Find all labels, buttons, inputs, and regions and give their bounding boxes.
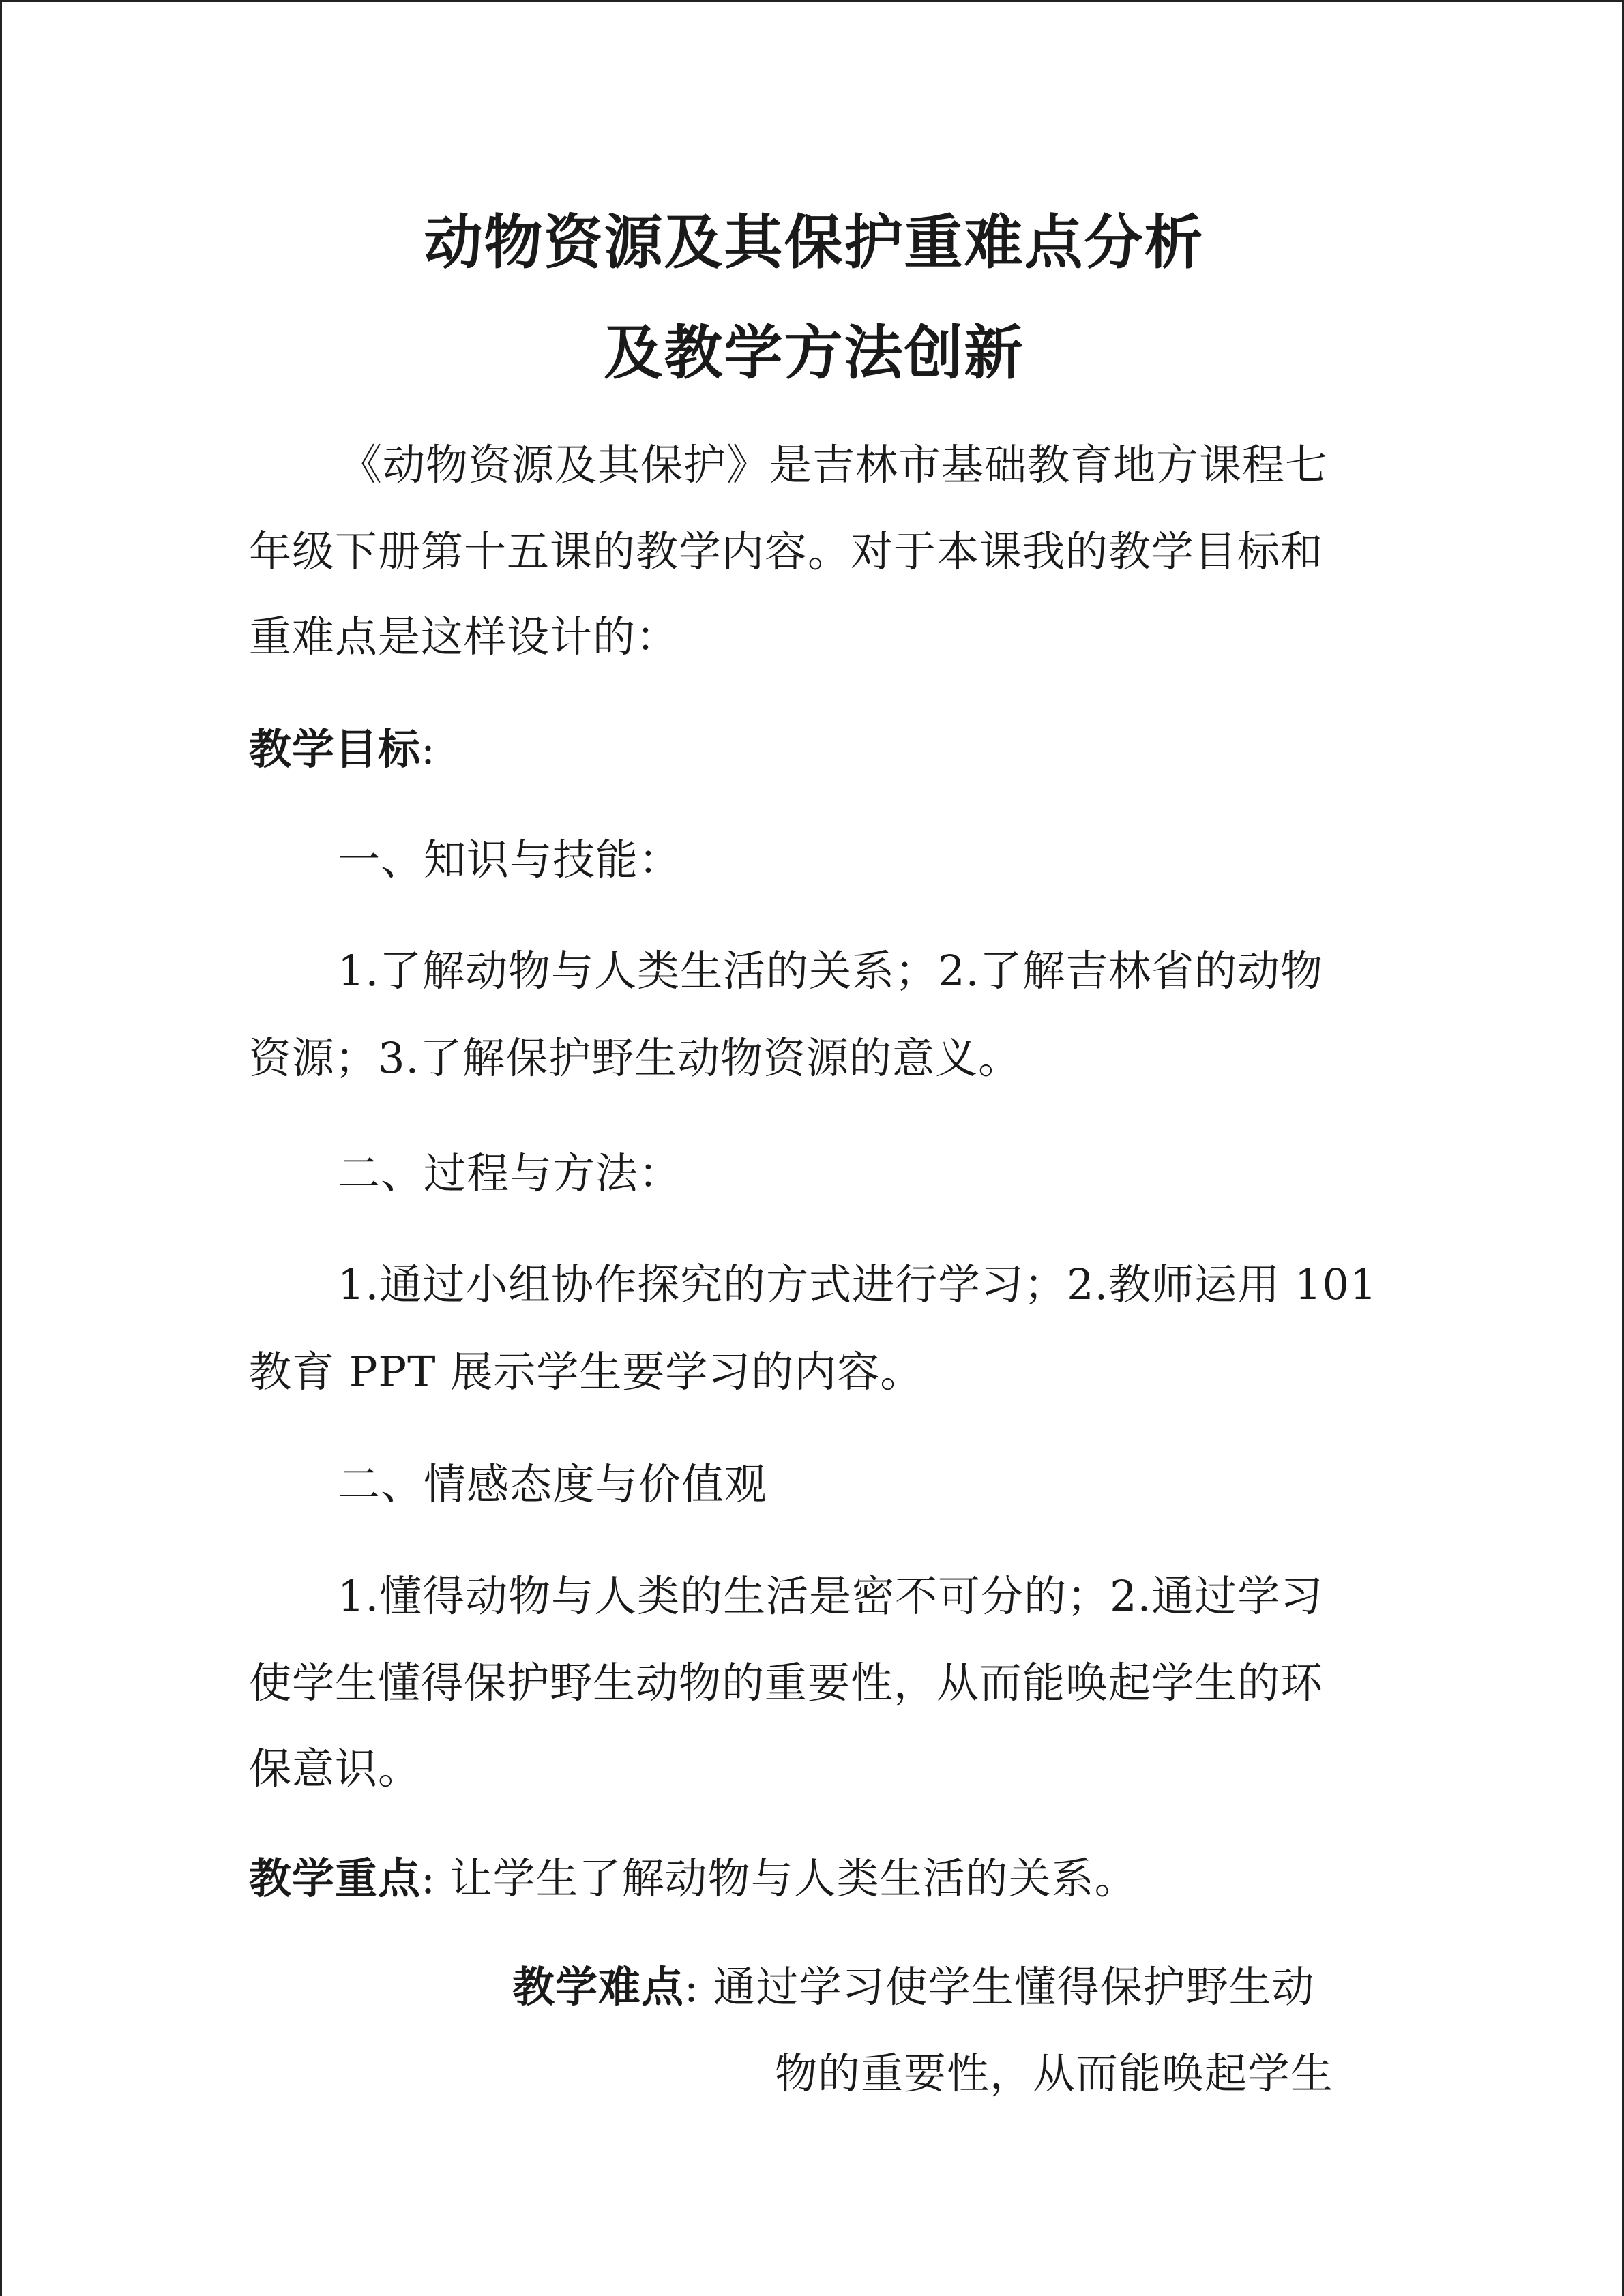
key-point-heading: 教学重点	[249, 1853, 422, 1903]
difficulty-continuation: 物的重要性，从而能唤起学生	[775, 2048, 1334, 2098]
difficulty-text: : 通过学习使学生懂得保护野生动	[684, 1962, 1315, 2012]
difficulty-heading: 教学难点	[512, 1962, 685, 2012]
objectives-heading: 教学目标	[249, 724, 422, 774]
key-point-text: : 让学生了解动物与人类生活的关系。	[421, 1853, 1138, 1903]
key-point-row	[249, 1853, 1138, 1903]
title-line-1: 动物资源及其保护重难点分析	[424, 209, 1205, 277]
objectives-heading-row	[249, 724, 436, 774]
section2-heading: 二、过程与方法：	[338, 1148, 682, 1198]
section3-line-3: 保意识。	[249, 1744, 422, 1793]
difficulty-row	[512, 1962, 1315, 2012]
intro-line-2: 年级下册第十五课的教学内容。对于本课我的教学目标和	[249, 526, 1324, 576]
intro-line-1: 《动物资源及其保护》是吉林市基础教育地方课程七	[340, 440, 1329, 490]
section1-line-1: 1.了解动物与人类生活的关系；2.了解吉林省的动物	[338, 946, 1324, 996]
section1-heading: 一、知识与技能：	[338, 835, 682, 884]
section1-line-2: 资源；3.了解保护野生动物资源的意义。	[249, 1033, 1022, 1083]
section2-line-2: 教育 PPT 展示学生要学习的内容。	[249, 1347, 924, 1397]
section3-line-1: 1.懂得动物与人类的生活是密不可分的；2.通过学习	[338, 1571, 1324, 1621]
section3-line-2: 使学生懂得保护野生动物的重要性，从而能唤起学生的环	[249, 1658, 1324, 1708]
objectives-colon: :	[421, 724, 436, 774]
intro-line-3: 重难点是这样设计的：	[249, 612, 679, 661]
section2-line-1: 1.通过小组协作探究的方式进行学习；2.教师运用 101	[338, 1259, 1378, 1309]
title-line-2: 及教学方法创新	[604, 319, 1024, 387]
section3-heading: 二、情感态度与价值观	[338, 1459, 768, 1509]
